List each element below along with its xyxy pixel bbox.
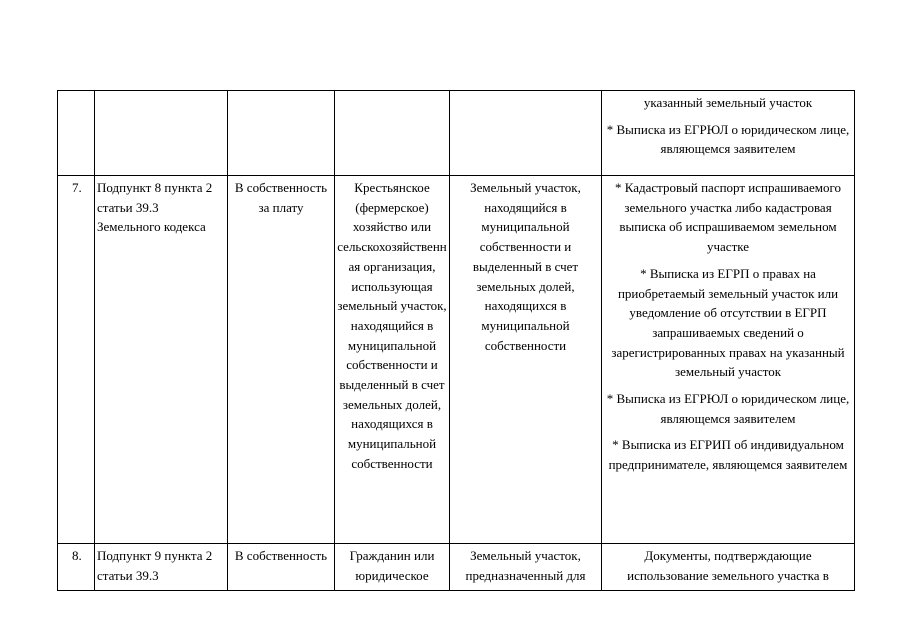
required-documents [602, 176, 855, 544]
document-item: * Кадастровый паспорт испрашиваемого земельного участка либо кадастровая выписка об испрашиваемом земельном участке [615, 180, 841, 255]
legal-basis: Подпункт 8 пункта 2 статьи 39.3 Земельного кодекса [95, 176, 228, 544]
land-plot: Земельный участок, находящийся в муниципальной собственности и выделенный в счет земельных долей, находящихся в муниципальной собственности [450, 176, 602, 544]
land-documents-table [57, 90, 855, 591]
document-item: * Выписка из ЕГРЮЛ о юридическом лице, являющемся заявителем [606, 391, 850, 426]
required-documents [602, 544, 855, 591]
applicant: Крестьянское (фермерское) хозяйство или сельскохозяйственная организация, использующая земельный участок, находящийся в муниципальной собственности и выделенный в счет земельных долей, находящихся в муниципальной собственности [335, 176, 450, 544]
legal-basis [95, 91, 228, 176]
land-plot [450, 91, 602, 176]
transfer-kind: В собственность за плату [228, 176, 335, 544]
row-number: 8. [58, 544, 95, 591]
transfer-kind [228, 91, 335, 176]
transfer-kind: В собственность [228, 544, 335, 591]
table-row [58, 544, 855, 591]
row-number [58, 91, 95, 176]
row-number: 7. [58, 176, 95, 544]
table-row [58, 176, 855, 544]
required-documents [602, 91, 855, 176]
document-item: * Выписка из ЕГРП о правах на приобретаемый земельный участок или уведомление об отсутствии в ЕГРП запрашиваемых сведений о зарегистрированных правах на указанный земельный участок [611, 265, 845, 380]
document-item: * Выписка из ЕГРИП об индивидуальном предпринимателе, являющемся заявителем [608, 437, 848, 473]
legal-basis: Подпункт 9 пункта 2 статьи 39.3 [95, 544, 228, 591]
document-item: Документы, подтверждающие использование земельного участка в [627, 548, 829, 583]
table-row [58, 91, 855, 176]
document-item: * Выписка из ЕГРЮЛ о юридическом лице, являющемся заявителем [606, 121, 850, 157]
document-item: указанный земельный участок [643, 95, 813, 110]
applicant [335, 91, 450, 176]
land-plot: Земельный участок, предназначенный для [450, 544, 602, 591]
applicant: Гражданин или юридическое [335, 544, 450, 591]
